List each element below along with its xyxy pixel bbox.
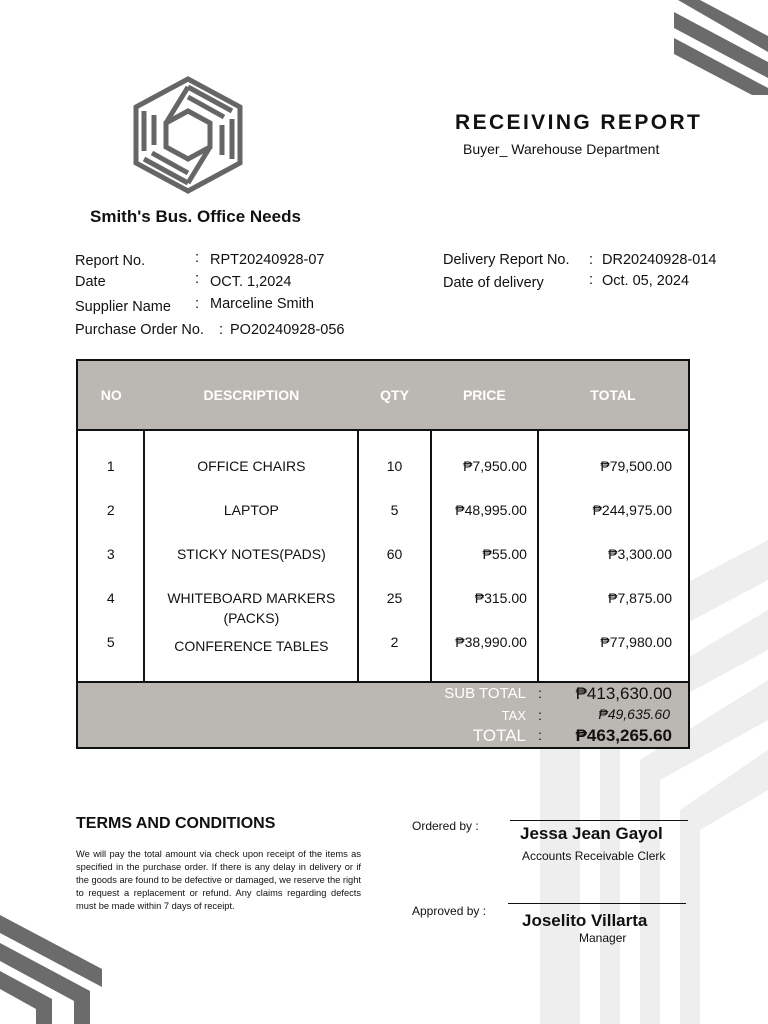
- col-total: [538, 430, 689, 684]
- total-value: ₱463,265.60: [575, 726, 672, 745]
- tax-value: ₱49,635.60: [598, 706, 670, 722]
- cell-price: ₱38,990.00: [455, 634, 527, 650]
- total-label: TOTAL: [472, 726, 526, 745]
- cell-price: ₱55.00: [482, 546, 527, 562]
- header-total: TOTAL: [538, 360, 689, 430]
- col-description: [144, 430, 358, 684]
- cell-description: CONFERENCE TABLES: [174, 638, 329, 654]
- cell-no: 4: [106, 590, 115, 606]
- delivery-no-label: Delivery Report No.: [443, 252, 570, 268]
- cell-description-multiline: [145, 589, 357, 633]
- approved-by-role: Manager: [579, 931, 627, 945]
- cell-qty: 5: [390, 502, 399, 518]
- cell-price: ₱7,950.00: [463, 458, 527, 474]
- col-no: [77, 430, 144, 684]
- report-subtitle: Buyer_ Warehouse Department: [463, 141, 660, 157]
- corner-deco-top-right: [660, 0, 768, 95]
- cell-description: LAPTOP: [223, 502, 279, 518]
- signature-line: [510, 820, 688, 821]
- header-no: NO: [77, 360, 144, 430]
- cell-total: ₱79,500.00: [600, 458, 672, 474]
- subtotal-label: SUB TOTAL: [444, 685, 526, 702]
- cell-qty: 2: [390, 634, 399, 650]
- ordered-by-name: Jessa Jean Gayol: [520, 824, 663, 843]
- items-table: [76, 359, 690, 684]
- cell-total: ₱77,980.00: [600, 634, 672, 650]
- colon: :: [195, 271, 200, 287]
- cell-qty: 10: [386, 458, 403, 474]
- hexagon-logo-icon: [128, 75, 248, 195]
- col-price: [431, 430, 538, 684]
- cell-description: WHITEBOARD MARKERS: [167, 590, 336, 606]
- delivery-date-value: Oct. 05, 2024: [602, 273, 690, 289]
- report-title: RECEIVING REPORT: [455, 111, 703, 134]
- terms-body: We will pay the total amount via check upon receipt of the items as specified in the purchase order. If there is any delay in delivery or if the goods are found to be defective or damaged, we reserve the right to request a replacement or refund. Any claims regarding defects must be made within 7 days of receipt.: [76, 849, 361, 911]
- approved-by-label: Approved by :: [412, 904, 487, 918]
- cell-description: STICKY NOTES(PADS): [176, 546, 326, 562]
- ordered-by-label: Ordered by :: [412, 819, 479, 833]
- cell-description: (PACKS): [223, 610, 280, 626]
- cell-qty: 25: [386, 590, 403, 606]
- header-qty: QTY: [358, 360, 430, 430]
- colon: :: [589, 252, 594, 268]
- supplier-label: Supplier Name: [75, 299, 171, 315]
- signature-line: [508, 903, 686, 904]
- colon: :: [538, 707, 542, 723]
- tax-label: TAX: [501, 708, 526, 723]
- cell-no: 5: [106, 634, 115, 650]
- cell-price: ₱48,995.00: [455, 502, 527, 518]
- po-value: PO20240928-056: [230, 322, 345, 338]
- date-label: Date: [75, 274, 106, 290]
- table-body-row: [77, 430, 689, 684]
- terms-title: TERMS AND CONDITIONS: [76, 815, 276, 832]
- col-qty: [358, 430, 430, 684]
- cell-total: ₱3,300.00: [608, 546, 672, 562]
- colon: :: [195, 250, 200, 266]
- cell-qty: 60: [386, 546, 403, 562]
- report-no-value: RPT20240928-07: [210, 252, 325, 268]
- cell-no: 2: [106, 502, 115, 518]
- totals-box: [76, 681, 690, 749]
- cell-no: 3: [106, 546, 115, 562]
- supplier-value: Marceline Smith: [210, 296, 314, 312]
- subtotal-value: ₱413,630.00: [575, 684, 672, 703]
- cell-description: OFFICE CHAIRS: [197, 458, 306, 474]
- cell-price: ₱315.00: [474, 590, 527, 606]
- company-name: Smith's Bus. Office Needs: [90, 207, 301, 226]
- corner-deco-bottom-left: [0, 915, 102, 1024]
- header-description: DESCRIPTION: [144, 360, 358, 430]
- report-no-label: Report No.: [75, 253, 146, 269]
- date-value: OCT. 1,2024: [210, 274, 292, 290]
- colon: :: [589, 272, 594, 288]
- cell-no: 1: [106, 458, 115, 474]
- table-header-row: [77, 360, 689, 430]
- cell-total: ₱7,875.00: [608, 590, 672, 606]
- colon: :: [538, 727, 542, 743]
- header-price: PRICE: [431, 360, 538, 430]
- ordered-by-role: Accounts Receivable Clerk: [522, 849, 666, 863]
- delivery-no-value: DR20240928-014: [602, 252, 717, 268]
- colon: :: [195, 296, 200, 312]
- cell-total: ₱244,975.00: [592, 502, 672, 518]
- colon: :: [538, 685, 542, 701]
- delivery-date-label: Date of delivery: [443, 275, 544, 291]
- approved-by-name: Joselito Villarta: [522, 911, 648, 930]
- colon: :: [219, 322, 224, 338]
- po-label: Purchase Order No.: [75, 322, 204, 338]
